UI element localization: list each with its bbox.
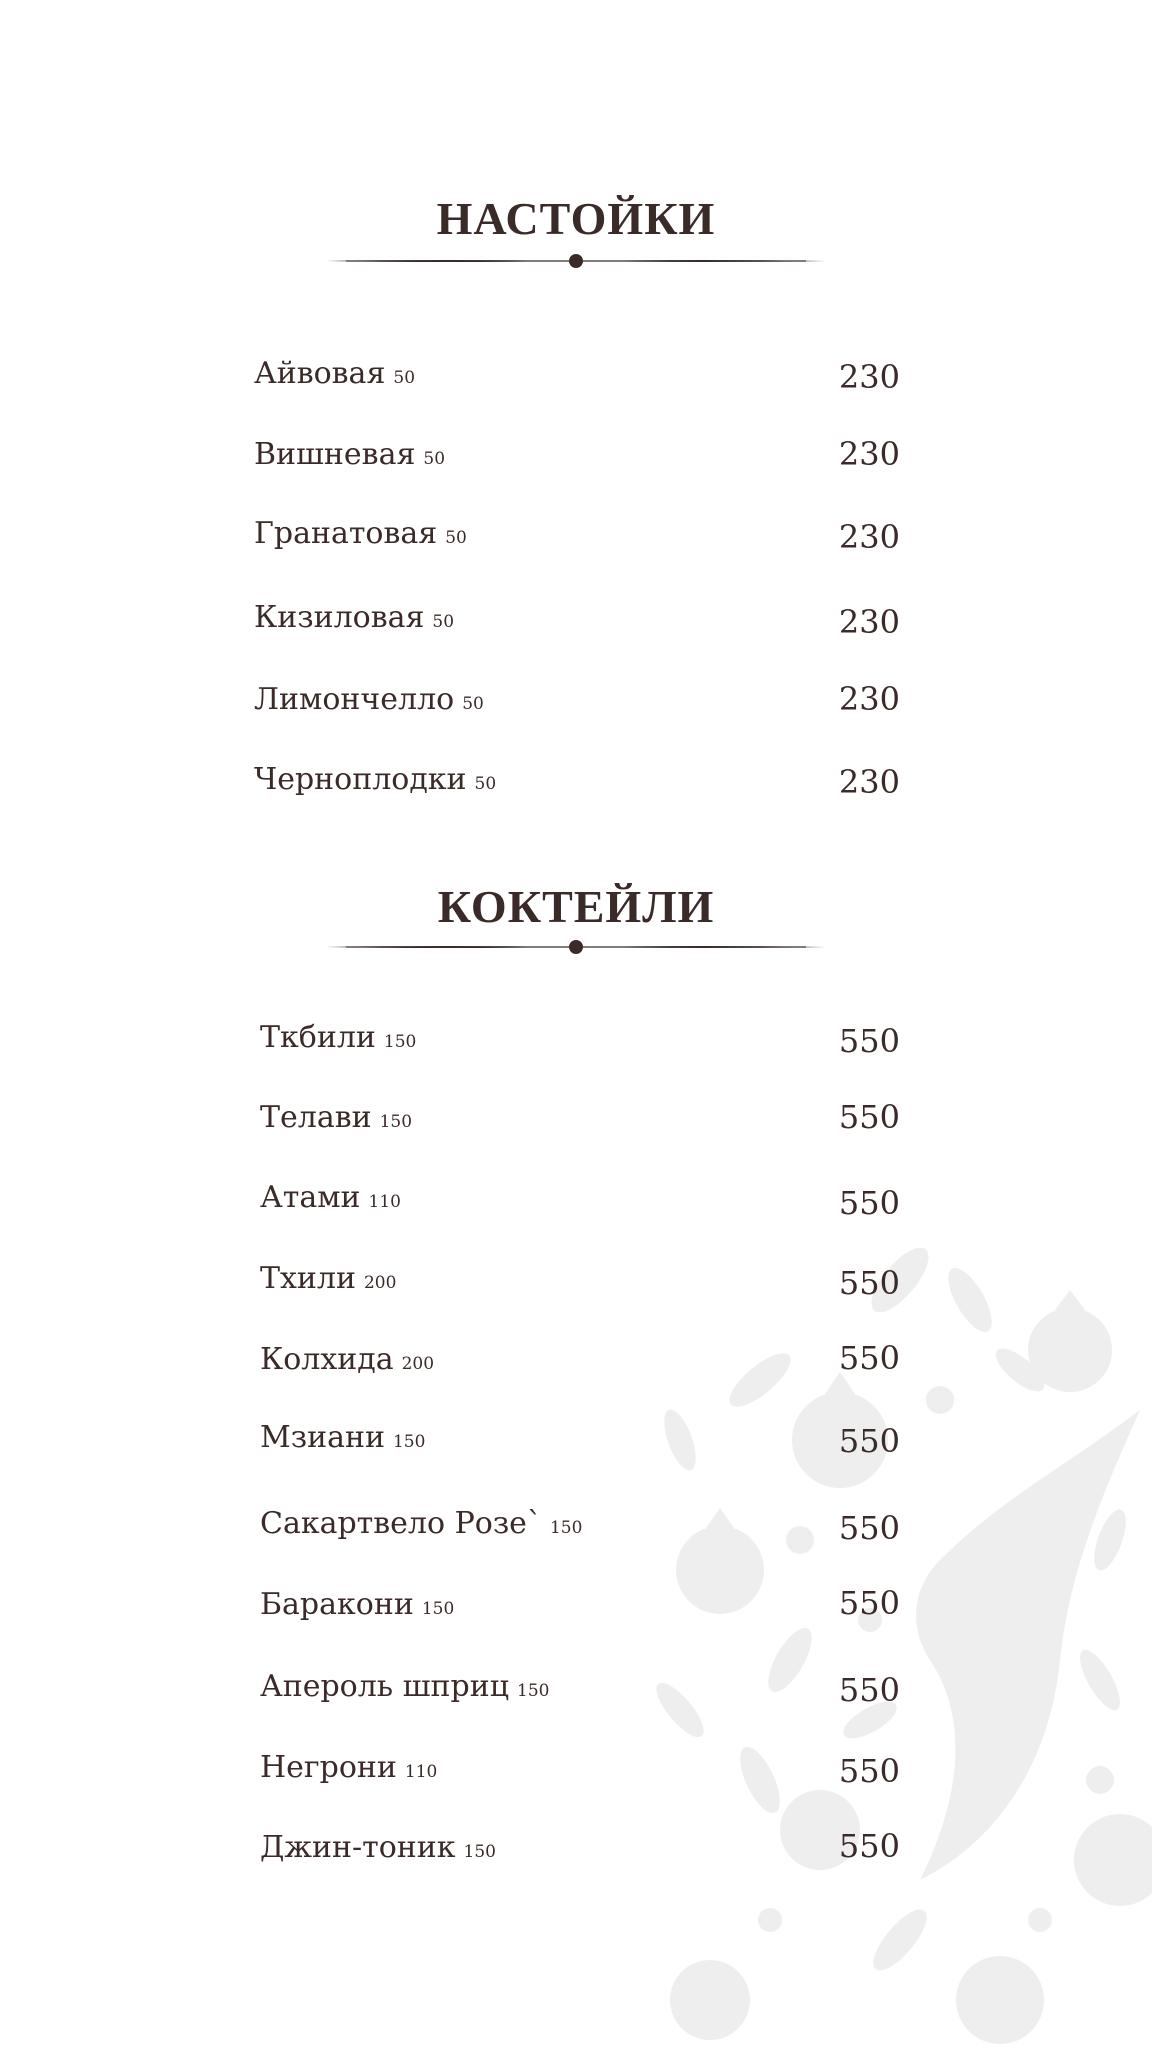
menu-item-price: 230 — [838, 680, 900, 718]
section-title-kokteili: КОКТЕЙЛИ — [437, 881, 715, 932]
menu-item-volume: 150 — [421, 1599, 455, 1619]
menu-item-name: Кизиловая 50 — [254, 600, 455, 635]
menu-item-volume: 50 — [474, 774, 497, 794]
menu-item-name: Джин-тоник 150 — [260, 1830, 496, 1865]
menu-item-price: 550 — [838, 1584, 900, 1622]
ornamental-divider-icon — [326, 937, 826, 957]
menu-item-name: Атами 110 — [260, 1180, 401, 1215]
menu-item-volume: 110 — [368, 1192, 401, 1212]
menu-item-name: Колхида 200 — [260, 1342, 435, 1377]
menu-item-name: Тхили 200 — [260, 1261, 397, 1296]
menu-item-name: Гранатовая 50 — [254, 516, 467, 551]
menu-item-price: 550 — [838, 1264, 900, 1302]
menu-item-name: Мзиани 150 — [260, 1420, 426, 1455]
menu-item-price: 230 — [838, 518, 900, 556]
menu-item-volume: 50 — [393, 368, 416, 388]
menu-item-name: Айвовая 50 — [254, 356, 416, 391]
menu-item-name: Сакартвело Розе` 150 — [260, 1506, 583, 1541]
menu-item-volume: 200 — [401, 1354, 435, 1374]
menu-item-name: Ткбили 150 — [260, 1020, 417, 1055]
menu-item-price: 550 — [838, 1022, 900, 1060]
menu-item-name: Вишневая 50 — [254, 437, 446, 472]
menu-item-name: Баракони 150 — [260, 1587, 455, 1622]
menu-item-name: Черноплодки 50 — [254, 762, 497, 797]
menu-item-volume: 150 — [463, 1842, 496, 1862]
menu-item-volume: 110 — [404, 1762, 438, 1782]
menu-item-volume: 50 — [423, 449, 446, 469]
menu-item-name: Лимончелло 50 — [254, 682, 484, 717]
menu-item-volume: 150 — [379, 1112, 413, 1132]
menu-item-price: 550 — [838, 1422, 900, 1460]
menu-item-volume: 50 — [462, 694, 484, 714]
menu-item-name: Телави 150 — [260, 1100, 413, 1135]
menu-item-price: 550 — [838, 1671, 900, 1709]
menu-item-name: Апероль шприц 150 — [260, 1669, 550, 1704]
menu-item-volume: 150 — [549, 1518, 583, 1538]
menu-item-price: 550 — [838, 1752, 900, 1790]
menu-item-price: 550 — [838, 1827, 900, 1865]
menu-item-price: 230 — [838, 435, 900, 473]
menu-item-price: 230 — [838, 358, 900, 396]
menu-item-volume: 50 — [432, 612, 455, 632]
menu-item-price: 230 — [838, 763, 900, 801]
menu-item-volume: 150 — [517, 1681, 550, 1701]
ornamental-divider-icon — [326, 251, 826, 271]
menu-item-price: 550 — [838, 1184, 900, 1222]
menu-item-price: 230 — [838, 603, 900, 641]
menu-item-name: Негрони 110 — [260, 1750, 438, 1785]
section-title-nastoiki: НАСТОЙКИ — [436, 193, 716, 244]
menu-item-volume: 150 — [392, 1432, 426, 1452]
menu-item-volume: 200 — [363, 1273, 397, 1293]
menu-item-volume: 150 — [383, 1032, 417, 1052]
menu-item-price: 550 — [838, 1098, 900, 1136]
menu-item-price: 550 — [838, 1339, 900, 1377]
menu-item-volume: 50 — [445, 528, 467, 548]
menu-item-price: 550 — [838, 1509, 900, 1547]
